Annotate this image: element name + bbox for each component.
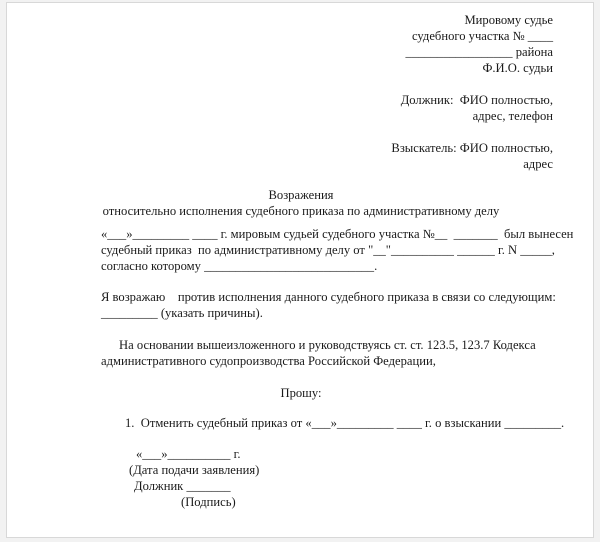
recipient-line-2: судебного участка № ____ <box>412 29 553 43</box>
document-title: Возражения <box>268 188 334 202</box>
submission-date-line: «___»__________ г. <box>136 447 241 461</box>
objection-line-2: _________ (указать причины). <box>101 306 263 320</box>
debtor-line-1: Должник: ФИО полностью, <box>400 93 553 107</box>
recipient-line-3: _________________ района <box>405 45 553 59</box>
basis-line-2: административного судопроизводства Российской Федерации, <box>101 354 436 368</box>
intro-line-3: согласно которому ___________________________. <box>101 259 378 273</box>
recipient-line-4: Ф.И.О. судьи <box>482 61 553 75</box>
recipient-line-1: Мировому судье <box>464 13 553 27</box>
claimant-line-1: Взыскатель: ФИО полностью, <box>391 141 553 155</box>
document-page <box>6 2 594 538</box>
request-item-1: 1. Отменить судебный приказ от «___»_________ ____ г. о взыскании _________. <box>125 416 565 430</box>
objection-line-1: Я возражаю против исполнения данного судебного приказа в связи со следующим: <box>101 290 556 304</box>
debtor-line-2: адрес, телефон <box>472 109 553 123</box>
basis-line-1: На основании вышеизложенного и руководствуясь ст. ст. 123.5, 123.7 Кодекса <box>119 338 536 352</box>
request-heading: Прошу: <box>280 386 322 400</box>
claimant-line-2: адрес <box>523 157 553 171</box>
intro-line-1: «___»_________ ____ г. мировым судьей судебного участка №__ _______ был вынесен <box>101 227 574 241</box>
signature-caption: (Подпись) <box>181 495 236 509</box>
intro-line-2: судебный приказ по административному делу от "__"__________ ______ г. N _____, <box>101 243 555 257</box>
document-subtitle: относительно исполнения судебного приказа по административному делу <box>102 204 500 218</box>
submission-date-caption: (Дата подачи заявления) <box>129 463 260 477</box>
debtor-signature-line: Должник _______ <box>134 479 231 493</box>
